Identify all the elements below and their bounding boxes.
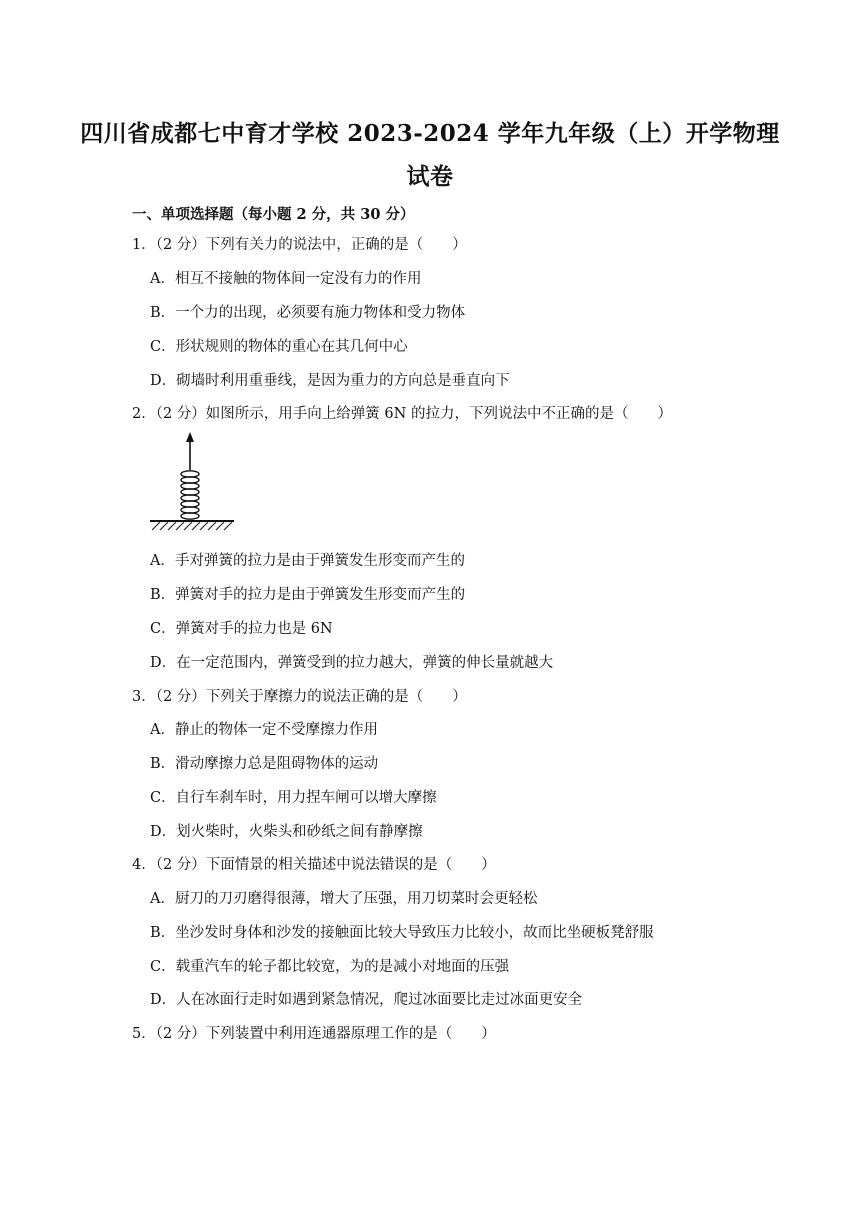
question-3-stem: 3．（2 分）下列关于摩擦力的说法正确的是（ ） bbox=[132, 689, 467, 705]
question-1-stem: 1．（2 分）下列有关力的说法中，正确的是（ ） bbox=[132, 237, 467, 253]
question-4-option-d: D．人在冰面行走时如遇到紧急情况，爬过冰面要比走过冰面更安全 bbox=[150, 992, 583, 1008]
question-4-option-c: C．载重汽车的轮子都比较宽，为的是减小对地面的压强 bbox=[150, 959, 510, 975]
question-2-stem: 2．（2 分）如图所示，用手向上给弹簧 6N 的拉力，下列说法中不正确的是（ ） bbox=[132, 406, 672, 422]
section-heading: 一、单项选择题（每小题 2 分，共 30 分） bbox=[132, 206, 415, 223]
question-3-option-d: D．划火柴时，火柴头和砂纸之间有静摩擦 bbox=[150, 824, 423, 840]
question-1-option-c: C．形状规则的物体的重心在其几何中心 bbox=[150, 339, 408, 355]
spring-force-icon bbox=[148, 432, 238, 532]
question-2-option-b: B．弹簧对手的拉力是由于弹簧发生形变而产生的 bbox=[150, 587, 466, 603]
question-2-option-d: D．在一定范围内，弹簧受到的拉力越大，弹簧的伸长量就越大 bbox=[150, 655, 554, 671]
spring-figure bbox=[148, 432, 238, 532]
question-4-option-a: A．厨刀的刀刃磨得很薄，增大了压强，用刀切菜时会更轻松 bbox=[150, 891, 538, 907]
question-1-option-b: B．一个力的出现，必须要有施力物体和受力物体 bbox=[150, 305, 466, 321]
question-4-stem: 4．（2 分）下面情景的相关描述中说法错误的是（ ） bbox=[132, 857, 496, 873]
question-3-option-a: A．静止的物体一定不受摩擦力作用 bbox=[150, 722, 378, 738]
question-3-option-b: B．滑动摩擦力总是阻碍物体的运动 bbox=[150, 756, 379, 772]
question-3-option-c: C．自行车刹车时，用力捏车闸可以增大摩擦 bbox=[150, 790, 437, 806]
question-5-stem: 5．（2 分）下列装置中利用连通器原理工作的是（ ） bbox=[132, 1026, 496, 1042]
question-1-option-a: A．相互不接触的物体间一定没有力的作用 bbox=[150, 271, 422, 287]
exam-title-line1: 四川省成都七中育才学校 2023-2024 学年九年级（上）开学物理 bbox=[80, 120, 780, 147]
question-2-option-a: A．手对弹簧的拉力是由于弹簧发生形变而产生的 bbox=[150, 553, 465, 569]
question-2-option-c: C．弹簧对手的拉力也是 6N bbox=[150, 621, 333, 637]
question-4-option-b: B．坐沙发时身体和沙发的接触面比较大导致压力比较小，故而比坐硬板凳舒服 bbox=[150, 925, 654, 941]
exam-title-line2: 试卷 bbox=[406, 163, 454, 190]
question-1-option-d: D．砌墙时利用重垂线，是因为重力的方向总是垂直向下 bbox=[150, 373, 510, 389]
